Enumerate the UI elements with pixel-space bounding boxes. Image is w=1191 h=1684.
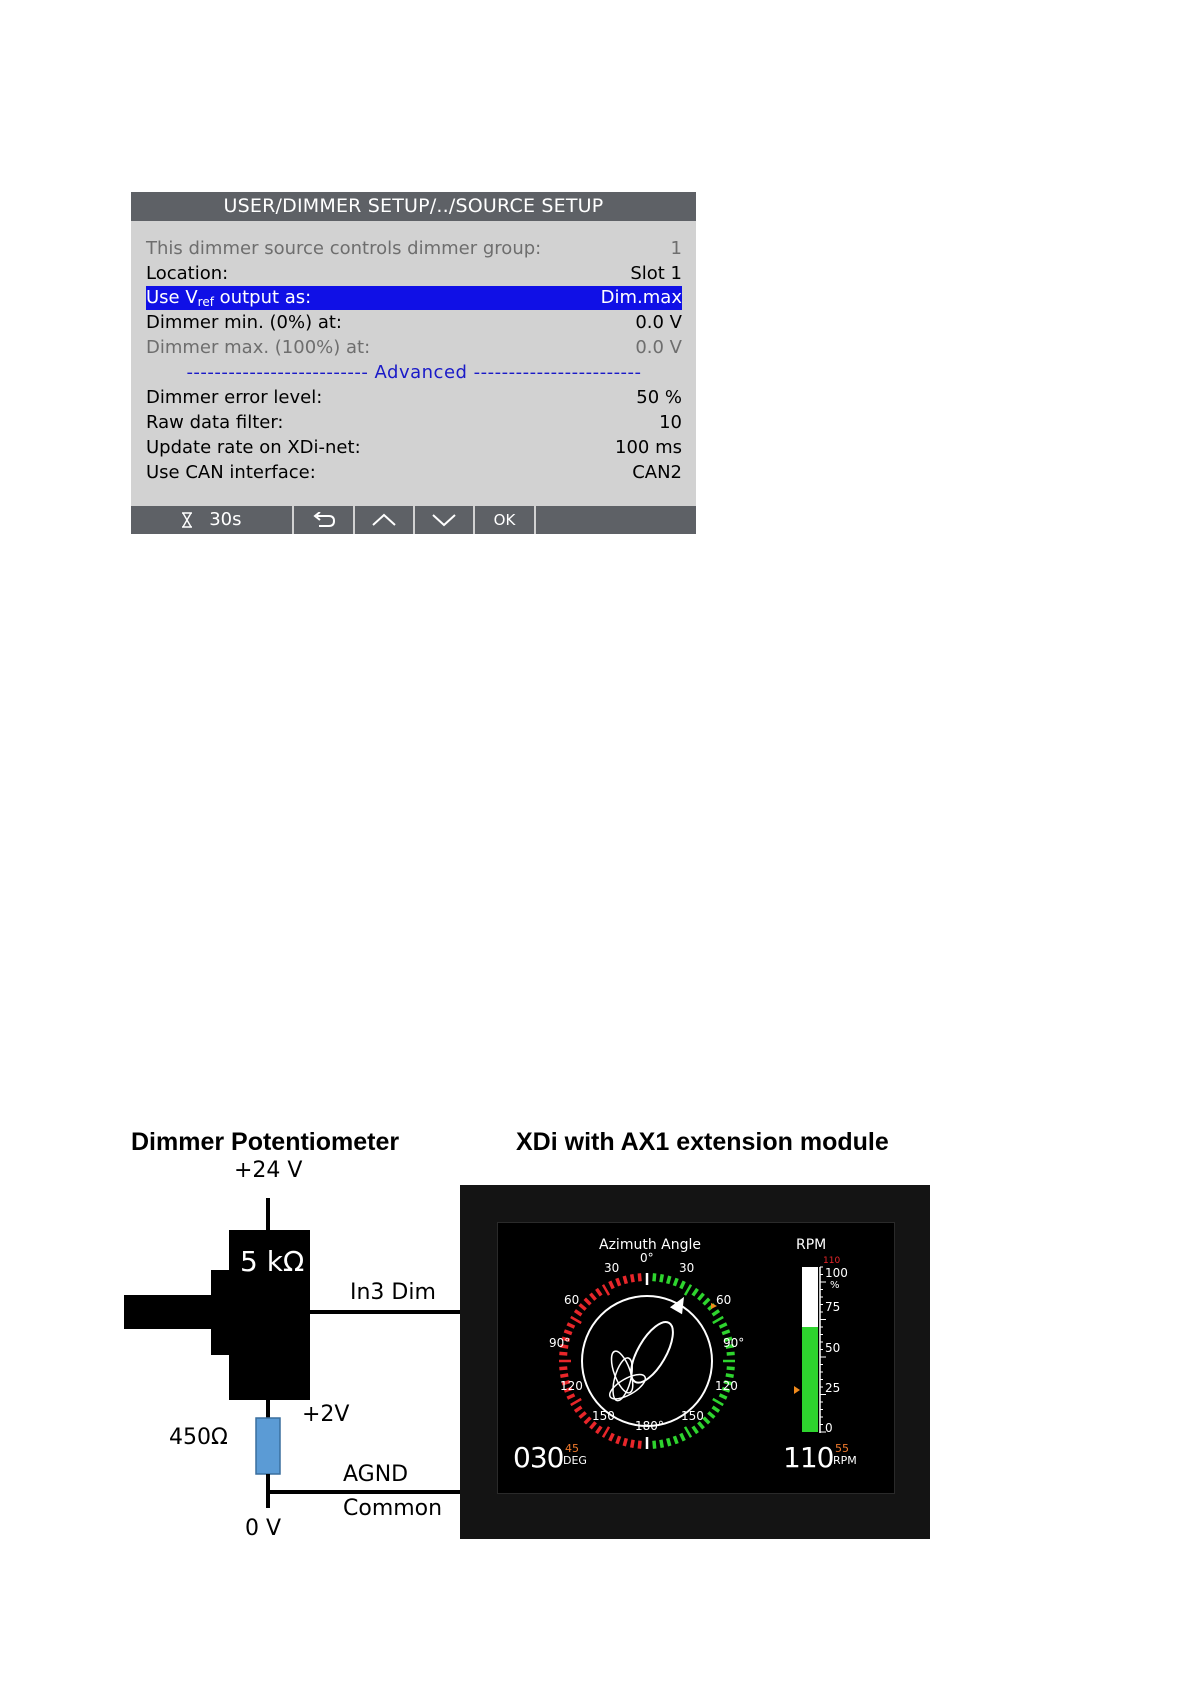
timer-label: 30s	[209, 509, 242, 530]
dial-tick	[571, 1317, 581, 1323]
dial-tick	[580, 1412, 586, 1417]
mid-voltage-label: +2V	[302, 1402, 350, 1427]
rpm-label: 75	[825, 1300, 841, 1314]
potentiometer-title: Dimmer Potentiometer	[131, 1128, 400, 1156]
ok-softkey[interactable]: OK	[475, 506, 536, 534]
dial-tick	[704, 1299, 710, 1305]
dial-tick	[617, 1436, 620, 1444]
dial-tick	[685, 1285, 691, 1295]
menu-row-label: Use CAN interface:	[146, 462, 316, 483]
resistor-label: 450Ω	[169, 1425, 228, 1450]
ground-label: 0 V	[245, 1516, 282, 1541]
dial-tick	[597, 1289, 602, 1296]
dial-tick	[639, 1441, 640, 1449]
dial-tick	[693, 1427, 698, 1434]
dial-tick	[567, 1324, 574, 1327]
signal-label: In3 Dim	[350, 1280, 436, 1305]
azimuth-title: Azimuth Angle	[599, 1237, 701, 1253]
azimuth-unit: DEG	[563, 1454, 587, 1467]
dial-tick	[713, 1311, 720, 1316]
azimuth-readout-sub: 45	[565, 1442, 579, 1455]
dial-label: 120	[715, 1379, 738, 1393]
dial-tick	[727, 1368, 735, 1369]
dial-tick	[722, 1331, 730, 1334]
dial-tick	[585, 1418, 591, 1424]
dial-label: 30	[604, 1261, 620, 1275]
dial-label: 60	[716, 1293, 732, 1307]
potentiometer-flange	[211, 1270, 230, 1355]
dial-tick	[610, 1434, 613, 1441]
potentiometer-value: 5 kΩ	[240, 1245, 305, 1278]
dial-tick	[580, 1304, 586, 1309]
rpm-readout-sub: 55	[835, 1442, 849, 1455]
menu-title: USER/DIMMER SETUP/../SOURCE SETUP	[131, 192, 696, 221]
dial-tick	[713, 1399, 723, 1405]
menu-row-value: 100 ms	[615, 437, 682, 458]
dial-tick	[698, 1294, 703, 1300]
menu-row-label: Update rate on XDi-net:	[146, 437, 361, 458]
xdi-instrument	[460, 1185, 930, 1539]
menu-row-label: Dimmer max. (100%) at:	[146, 337, 371, 358]
menu-row-value: 0.0 V	[635, 312, 682, 333]
rpm-title: RPM	[796, 1237, 827, 1253]
rpm-readout: 110	[783, 1441, 834, 1474]
azimuth-pointer	[670, 1297, 684, 1314]
menu-row-label: Dimmer min. (0%) at:	[146, 312, 342, 333]
dial-label: 90°	[723, 1336, 745, 1350]
dial-tick	[571, 1399, 581, 1405]
menu-row-value: 0.0 V	[635, 337, 682, 358]
dial-tick	[610, 1281, 613, 1288]
menu-row-value: Slot 1	[630, 263, 682, 284]
dial-tick	[567, 1395, 574, 1398]
rpm-setpoint-marker	[794, 1386, 800, 1394]
dial-label: 180°	[635, 1419, 664, 1433]
agnd-label: AGND	[343, 1462, 409, 1487]
menu-row-label: Raw data filter:	[146, 412, 284, 433]
dial-label: 120	[560, 1379, 583, 1393]
dial-tick	[559, 1353, 567, 1354]
dial-tick	[685, 1427, 691, 1437]
dial-tick	[603, 1427, 609, 1437]
dial-tick	[681, 1281, 684, 1288]
dial-tick	[624, 1438, 626, 1446]
dial-tick	[575, 1407, 582, 1412]
dial-tick	[639, 1273, 640, 1281]
menu-row-value: 50 %	[636, 387, 682, 408]
dial-tick	[720, 1324, 727, 1327]
dial-label: 150	[681, 1409, 704, 1423]
dial-tick	[727, 1353, 735, 1354]
dial-tick	[575, 1311, 582, 1316]
dial-tick	[681, 1434, 684, 1441]
dial-tick	[585, 1299, 591, 1305]
dial-tick	[560, 1375, 568, 1376]
dial-tick	[654, 1441, 655, 1449]
potentiometer-shaft	[124, 1295, 212, 1329]
dial-tick	[590, 1294, 595, 1300]
dial-tick	[564, 1331, 572, 1334]
xdi-title: XDi with AX1 extension module	[516, 1128, 889, 1156]
rpm-label: 0	[825, 1421, 833, 1435]
menu-row-label: This dimmer source controls dimmer group:	[146, 238, 542, 259]
resistor	[256, 1418, 280, 1474]
dial-tick	[674, 1436, 677, 1444]
menu-row-value: Dim.max	[600, 287, 682, 308]
menu-row-value: 1	[670, 238, 682, 259]
menu-row-label: Use Vref output as:	[146, 287, 312, 309]
dial-label: 90°	[549, 1336, 571, 1350]
rpm-label: 100	[825, 1266, 848, 1280]
dial-tick	[632, 1274, 633, 1282]
rpm-percent-label: %	[830, 1280, 840, 1291]
dial-label: 60	[564, 1293, 580, 1307]
rpm-label: 25	[825, 1381, 841, 1395]
dial-tick	[597, 1427, 602, 1434]
dial-tick	[661, 1274, 662, 1282]
dial-tick	[632, 1440, 633, 1448]
dial-inner-ring	[582, 1296, 712, 1426]
dial-tick	[668, 1276, 670, 1284]
dial-tick	[713, 1407, 720, 1412]
rpm-label: 50	[825, 1341, 841, 1355]
dial-tick	[590, 1422, 595, 1428]
dial-label: 0°	[640, 1251, 654, 1265]
dial-tick	[674, 1278, 677, 1286]
menu-row-value: 10	[659, 412, 682, 433]
menu-row-label: Dimmer error level:	[146, 387, 323, 408]
dial-tick	[698, 1422, 703, 1428]
azimuth-readout: 030	[513, 1441, 564, 1474]
advanced-separator: -------------------------- Advanced ------------------------	[186, 362, 642, 383]
dial-tick	[708, 1412, 714, 1417]
dial-tick	[603, 1285, 609, 1295]
dial-tick	[713, 1317, 723, 1323]
dial-tick	[720, 1395, 727, 1398]
dial-tick	[693, 1289, 698, 1296]
rpm-label-max: 110	[823, 1256, 841, 1266]
dial-label: 30	[679, 1261, 695, 1275]
common-label: Common	[343, 1496, 443, 1521]
xdi-screen	[505, 1233, 885, 1488]
supply-label: +24 V	[234, 1158, 303, 1183]
dial-tick	[704, 1418, 710, 1424]
dial-tick	[668, 1438, 670, 1446]
menu-row-value: CAN2	[632, 462, 682, 483]
dial-tick	[624, 1276, 626, 1284]
rpm-unit: RPM	[833, 1454, 857, 1467]
dial-tick	[617, 1278, 620, 1286]
dial-label: 150	[592, 1409, 615, 1423]
rpm-bar-fill	[802, 1327, 818, 1432]
menu-row-label: Location:	[146, 263, 229, 284]
dial-tick	[661, 1440, 662, 1448]
dial-tick	[654, 1273, 655, 1281]
dial-tick	[726, 1375, 734, 1376]
propeller-pod-icon	[587, 1304, 681, 1414]
dial-tick	[559, 1368, 567, 1369]
